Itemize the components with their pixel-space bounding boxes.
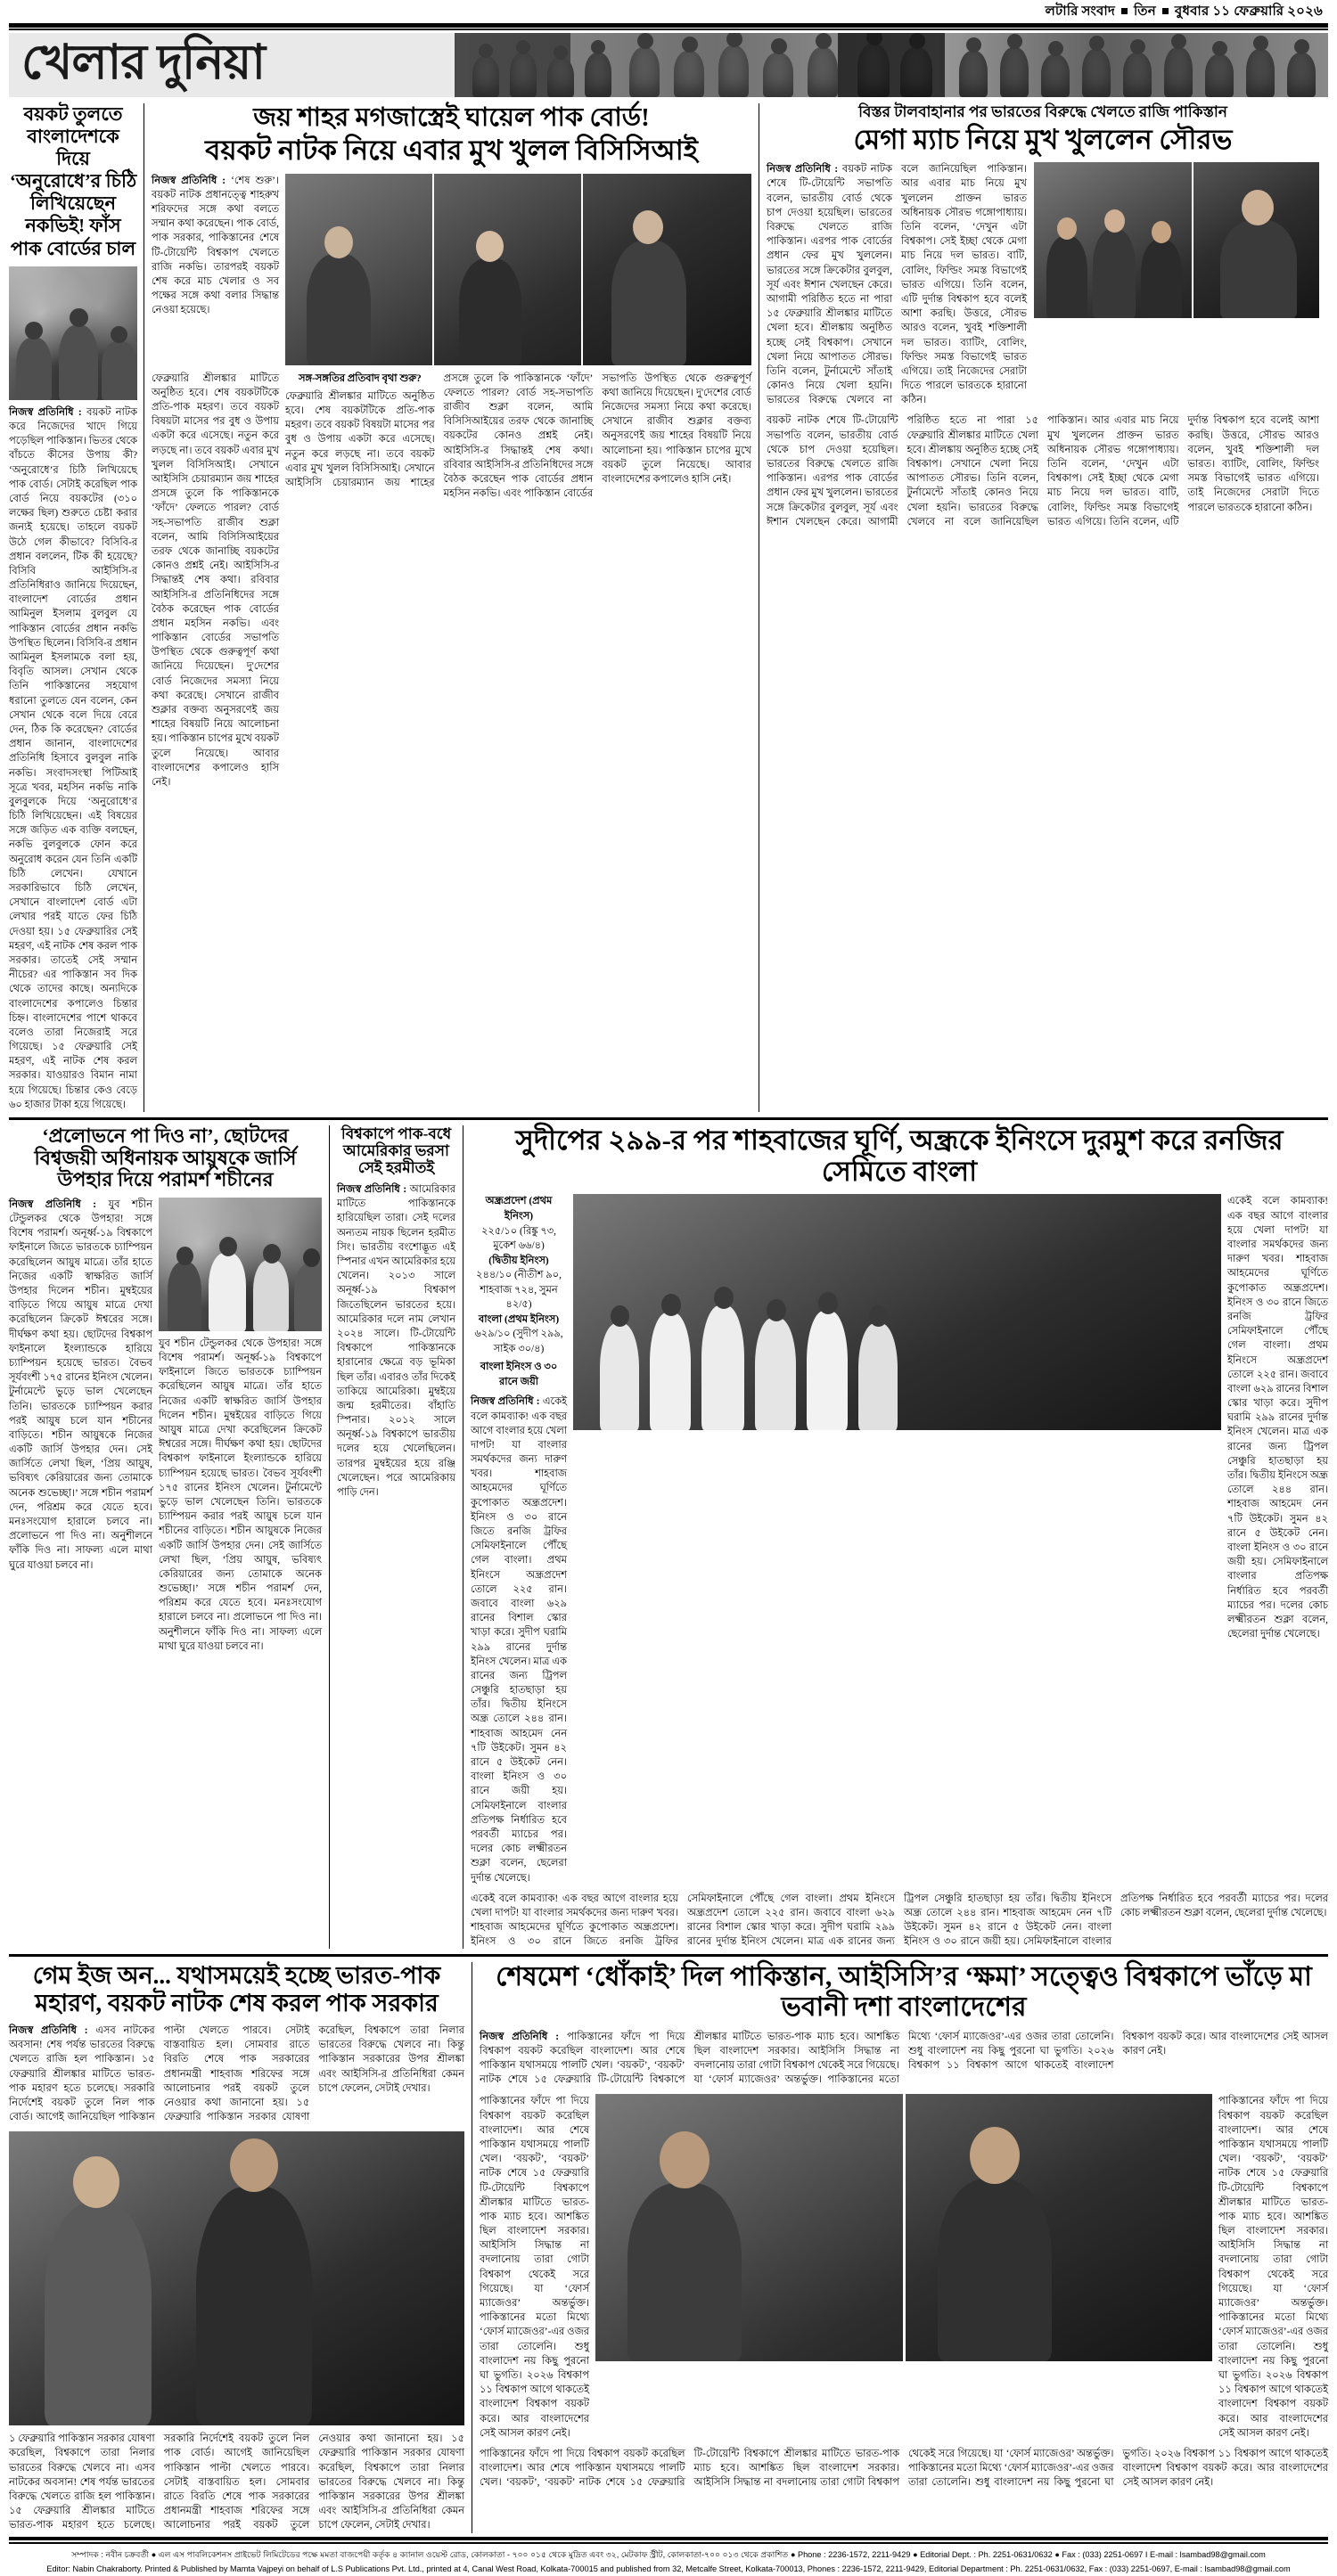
bottom-left-lead: [9, 2024, 464, 2124]
mid-center-body: [337, 1182, 455, 1500]
bottom-left-headline: গেম ইজ অন... যথাসময়েই হচ্ছে ভারত-পাক মহারণ, বয়কট নাটক শেষ করল পাক সরকার: [32, 1962, 441, 2016]
top-left-headline: বয়কট তুলতে বাংলাদেশকে দিয়ে ‘অনুরোধে’র চিঠি লিখিয়েছেন নকভিই! ফাঁস পাক বোর্ডের চাল: [9, 102, 137, 259]
mid-right-byline: নিজস্ব প্রতিনিধি :: [471, 1396, 540, 1408]
bottom-left-byline: নিজস্ব প্রতিনিধি :: [9, 2024, 88, 2036]
mid-left-body: যুব শচীন টেন্ডুলকর থেকে উপহার! সঙ্গে বিশেষ পরামর্শ। অনূর্ধ্ব-১৯ বিশ্বকাপে ফাইনালে জিতে ভারতকে চ্যাম্পিয়ন করেছিলেন আয়ুষ মাত্রে। তাঁর হাতে নিজের একটি স্বাক্ষরিত জার্সি উপহার দিলেন শচীন। মুম্বইয়ের বাড়িতে গিয়ে আয়ুষ মাত্রে দেখা করেছিলেন ক্রিকেট ঈশ্বরের সঙ্গে। দীর্ঘক্ষণ কথা হয়। ছোটদের বিশ্বকাপ ফাইনালে ইংল্যান্ডকে হারিয়ে চ্যাম্পিয়ন হয়েছে ভারত। বৈভব সূর্যবংশী ১৭৫ রানের ইনিংস খেলেন। টুর্নামেন্টে ভুড়ে ভাল খেলেছেন তিনি। ভারতকে চ্যাম্পিয়ন করার পরই আয়ুষ চলে যান শচীনের বাড়িতে। শচীন আয়ুষকে নিজের একটি জার্সি উপহার দেন। সেই জার্সিতে লেখা ছিল, ‘প্রিয় আয়ুষ, ভবিষ্যৎ কেরিয়ারের জন্য তোমাকে অনেক শুভেচ্ছা।’ সঙ্গে শচীন পরামর্শ দেন, পরিশ্রম করে যেতে হবে। মনঃসংযোগ হারালে চলবে না। প্রলোভনে পা দিও না। অনুশীলনে ফাঁকি দিও না। সাফল্য এলে মাথা ঘুরে যাওয়া চলবে না।: [9, 1198, 152, 1571]
mid-right-headline: সুদীপের ২৯৯-র পর শাহবাজের ঘূর্ণি, অন্ধ্রকে ইনিংসে দুরমুশ করে রনজির সেমিতে বাংলা: [515, 1124, 1284, 1187]
dateline-date: বুধবার ১১ ফেব্রুয়ারি ২০২৬: [1174, 4, 1323, 19]
masthead-title: খেলার দুনিয়া: [9, 33, 455, 97]
mid-right-col1: [471, 1394, 567, 1885]
mid-left-col2: [159, 1198, 322, 1654]
top-right-body-text: বয়কট নাটক শেষে টি-টোয়েন্টি সভাপতি বলেন, ভারতীয় বোর্ড থেকে চাপ দেওয়া হয়েছিল। ভারতের বিরুদ্ধে খেলতে রাজি পাকিস্তান। এরপর পাক বোর্ডের প্রধান ফের মুখ খুললেন। ভারতের সঙ্গে ক্রিকেটার বুলবুল, সূর্য এবং ঈশান খেলছেন কেরে। আগামী পরিষ্ঠিত হতে না পারা ১৫ ফেব্রুয়ারি শ্রীলঙ্কার মাটিতে খেলা হবে। শ্রীলঙ্কায় অনুষ্ঠিত হচ্ছে সেই বিশ্বকাপ। সেখানে খেলা নিয়ে আপাতত সৌরভ। তিনি বলেন, টুর্নামেন্টে সাঁতাই কোনও নিয়ে খেলা হয়নি। ভারতের বিরুদ্ধে খেলবে না বলে জানিয়েছিল পাকিস্তান। আর এবার মাচ নিয়ে মুখ খুললেন প্রাক্তন ভারত অধিনায়ক সৌরভ গঙ্গোপাধ্যায়। তিনি বলেন, ‘দেখুন এটা বিশ্বকাপ। সেই ইচ্ছা থেকে মেগা মাচ নিয়ে দল ভারত। বাটি, বোলিং, ফিল্ডিং সমস্ত বিভাগেই ভারত এগিয়ে। তিনি বলেন, এটি দুর্দান্ত বিশ্বকাপ হবে বলেই আশা করছি। উত্তরে, সৌরভ আরও বলেন, খুবই শক্তিশালী দল ভারত। ব্যাটিং, বোলিং, ফিল্ডিং সমস্ত বিভাগেই ভারত এগিয়ে। তাই নিজেদের সেরাটা দিতে পারলে ভারতকে হারানো কঠিন।: [767, 164, 1027, 406]
mid-left-photo: [159, 1198, 322, 1331]
masthead-banner: [9, 33, 1328, 97]
bottom-right-lead: [480, 2030, 1328, 2088]
footer-rule-2: [9, 2542, 1328, 2544]
top-center-byline: নিজস্ব প্রতিনিধি :: [152, 175, 226, 186]
square-bullet-icon: [1121, 8, 1128, 14]
dateline-publication: লটারি সংবাদ: [1045, 4, 1116, 19]
mid-right-body1: একেই বলে কামব্যাক! এক বছর আগে বাংলার হয়ে খেলা দাপট! যা বাংলার সমর্থকদের জন্য দারুণ খবর। শাহবাজ আহমেদের ঘূর্ণিতে কুপোকাত অন্ধ্রপ্রদেশ। ইনিংস ও ৩০ রানে জিতে রনজি ট্রফির সেমিফাইনালে পৌঁছে গেল বাংলা। প্রথম ইনিংসে অন্ধ্রপ্রদেশ তোলে ২২৫ রান। জবাবে বাংলা ৬২৯ রানের বিশাল স্কোর খাড়া করে। সুদীপ ঘরামি ২৯৯ রানের দুর্দান্ত ইনিংস খেলেন। মাত্র এক রানের জন্য ট্রিপল সেঞ্চুরি হাতছাড়া হয় তাঁর। দ্বিতীয় ইনিংসে অন্ধ্র তোলে ২৪৪ রান। শাহবাজ আহমেদ নেন ৭টি উইকেট। সুমন ৪২ রানে ৫ উইকেট নেন। বাংলা ইনিংস ও ৩০ রানে জয়ী হয়। সেমিফাইনালে বাংলার প্রতিপক্ষ নির্ধারিত হবে পরবর্তী ম্যাচের পর। দলের কোচ লক্ষ্মীরতন শুক্লা বলেন, ছেলেরা দুর্দান্ত খেলেছে।: [471, 1396, 567, 1884]
top-right-photo-team: [1034, 162, 1193, 318]
top-left-byline: নিজস্ব প্রতিনিধি :: [9, 406, 82, 418]
bottom-left-photo: [9, 2131, 464, 2425]
score-result: বাংলা ইনিংস ও ৩০ রানে জয়ী: [480, 1362, 558, 1387]
mid-right-article: [463, 1125, 1328, 1949]
top-center-body2: ফেব্রুয়ারি শ্রীলঙ্কার মাটিতে অনুষ্ঠিত হবে। শেষ বয়কটটিকে প্রতি-পাক মহরণ। তবে বয়কট বিষয়টা মাসের পর বুধ ও উপায় একটা করে এসেছে। নতুন করে লড়ছে না। তবে বয়কট এবার মুখ খুলল বিসিসিআই। সেখানে আইসিসি চেয়ারম্যান জয় শাহের প্রসঙ্গে তুলে কি পাকিস্তানকে ‘ফাঁদে’ ফেলতে পারল? বোর্ড সহ-সভাপতি রাজীব শুক্লা বলেন, আমি বিসিসিআইয়ের তরফ থেকে জানাচ্ছি বয়কটের কোনও প্রশ্নই নেই। আইসিসি-র সিদ্ধান্তই শেষ কথা। রবিবার আইসিসি-র প্রতিনিধিদের সঙ্গে বৈঠক করেছেন পাক বোর্ডের প্রধান মহসিন নকভি। এবং পাকিস্তান বোর্ডের সভাপতি উপস্থিত থেকে গুরুত্বপূর্ণ কথা জানিয়ে দিয়েছেন। দু'দেশের বোর্ড নিজেদের সমস্যা নিয়ে কথা করেছে। সেখানে রাজীব শুক্লার বক্তব্য অনুসরণেই জয় শাহের বিষয়টি নিয়ে আলোচনা হয়। পাকিস্তান চাপের মুখে বয়কট তুলে নিয়েছে। আবার বাংলাদেশের কপালেও হাসি নেই।: [285, 372, 751, 500]
score-line-3: ৬২৯/১০ (সুদীপ ২৯৯, সাইক ৩০/৪): [474, 1329, 563, 1354]
mid-left-body2: যুব শচীন টেন্ডুলকর থেকে উপহার! সঙ্গে বিশেষ পরামর্শ। অনূর্ধ্ব-১৯ বিশ্বকাপে ফাইনালে জিতে ভারতকে চ্যাম্পিয়ন করেছিলেন আয়ুষ মাত্রে। তাঁর হাতে নিজের একটি স্বাক্ষরিত জার্সি উপহার দিলেন শচীন। মুম্বইয়ের বাড়িতে গিয়ে আয়ুষ মাত্রে দেখা করেছিলেন ক্রিকেট ঈশ্বরের সঙ্গে। দীর্ঘক্ষণ কথা হয়। ছোটদের বিশ্বকাপ ফাইনালে ইংল্যান্ডকে হারিয়ে চ্যাম্পিয়ন হয়েছে ভারত। বৈভব সূর্যবংশী ১৭৫ রানের ইনিংস খেলেন। টুর্নামেন্টে ভুড়ে ভাল খেলেছেন তিনি। ভারতকে চ্যাম্পিয়ন করার পরই আয়ুষ চলে যান শচীনের বাড়িতে। শচীন আয়ুষকে নিজের একটি জার্সি উপহার দেন। সেই জার্সিতে লেখা ছিল, ‘প্রিয় আয়ুষ, ভবিষ্যৎ কেরিয়ারের জন্য তোমাকে অনেক শুভেচ্ছা।’ সঙ্গে শচীন পরামর্শ দেন, পরিশ্রম করে যেতে হবে। মনঃসংযোগ হারালে চলবে না। প্রলোভনে পা দিও না। অনুশীলনে ফাঁকি দিও না। সাফল্য এলে মাথা ঘুরে যাওয়া চলবে না।: [159, 1337, 322, 1652]
top-left-body: [9, 405, 137, 1112]
header-rule-thin: [9, 29, 1328, 30]
bottom-right-photo-1: [595, 2094, 906, 2361]
mid-center-byline: নিজস্ব প্রতিনিধি :: [337, 1184, 407, 1196]
dateline: [9, 0, 1328, 23]
top-right-photo-portrait: [1193, 162, 1319, 318]
bottom-right-col-last: পাকিস্তানের ফাঁদে পা দিয়ে বিশ্বকাপ বয়কট করেছিল বাংলাদেশ। আর শেষে পাকিস্তান যথাসময়ে পালটি খেল। ‘বয়কট’, ‘বয়কট’ নাটক শেষে ১৫ ফেব্রুয়ারি টি-টোয়েন্টি বিশ্বকাপে শ্রীলঙ্কার মাটিতে ভারত-পাক ম্যাচ হবে। আশঙ্কিত ছিল বাংলাদেশ সরকার। আইসিসি সিদ্ধান্ত না বদলানোয় তারা গোটা বিশ্বকাপ থেকেই সরে গিয়েছে। যা ‘ফোর্স ম্যাজেওর’ অন্তর্ভুক্ত। পাকিস্তানের মতো মিথ্যে ‘ফোর্স ম্যাজেওর’-এর ওজর তারা তোলেনি। শুধু বাংলাদেশ নয় কিছু পুরনো ঘা ভুগতি। ২০২৬ বিশ্বকাপ ১১ বিশ্বকাপ আগে থাকতেই বাংলাদেশ বিশ্বকাপ বয়কট করে। আর বাংলাদেশের সেই আসল কারণ নেই।: [1218, 2096, 1328, 2439]
header-rule: [9, 23, 1328, 28]
score-line-1: ২২৫/১০ (রিঙ্কু ৭৩, মুকেশ ৬৬/৪): [481, 1225, 556, 1252]
bottom-right-article: [472, 1962, 1328, 2532]
mid-center-article: [330, 1125, 463, 1949]
score-label-1: অন্ধ্রপ্রদেশ (প্রথম ইনিংস): [485, 1196, 553, 1222]
top-left-article: [9, 103, 144, 1113]
top-center-headline: বয়কট নাটক নিয়ে এবার মুখ খুলল বিসিসিআই: [205, 134, 698, 166]
bottom-left-caption: ১ ফেব্রুয়ারি পাকিস্তান সরকার যোষণা করেছিল, বিশ্বকাপে তারা নিলার ভারতের বিরুদ্ধে খেলবে না।: [9, 2433, 155, 2474]
section-divider-2: [9, 1954, 1328, 1957]
top-center-overline: জয় শাহর মগজাস্ত্রেই ঘায়েল পাক বোর্ড!: [253, 102, 650, 132]
top-section: [9, 103, 1328, 1113]
mid-right-photo: [573, 1194, 1221, 1430]
top-right-article: [759, 103, 1319, 1113]
score-label-2: (দ্বিতীয় ইনিংস): [488, 1255, 549, 1266]
section-divider: [9, 1117, 1328, 1120]
top-right-byline: নিজস্ব প্রতিনিধি :: [767, 164, 839, 176]
top-center-subhead: সঙ্গ-সঙ্গতির প্রতিবাদ বৃথা শুরু?: [298, 372, 422, 384]
top-right-body-left: [767, 162, 1034, 407]
footer-bengali: সম্পাদক : নবীন চক্রবর্তী ● এল এস পাবলিকেশনস প্রাইভেট লিমিটেডের পক্ষে মমতা বাজপেয়ী কর্তৃক ৪ ক্যানাল ওয়েস্ট রোড, কোলকাতা - ৭০০ ০১৫ থেকে মুদ্রিত এবং ৩২, মেটকাফ স্ট্রীট, কোলকাতা-৭০০ ০১৩ থেকে প্রকাশিত ● Phone : 2236-1572, 2211-9429 ● Editorial Dept. : Ph. 2251-0631/0632 ● Fax : (033) 2251-0697 I E-mail : lsambad98@gmail.com: [71, 2549, 1266, 2559]
footer-english: Editor: Nabin Chakraborty. Printed & Published by Mamta Vajpeyi on behalf of L.S Publications Pvt. Ltd., printed at 4, Canal West Road, Kolkata-700015 and published from 32, Metcalfe Street, Kolkata-700013, Phones : 2236-1572, 2211-9429, Editorial Department : Ph. 2251-0631/0632, Fax : (033) 2251-0697, E-mail : lsambad98@gmail.com: [46, 2564, 1291, 2574]
bottom-right-col1: পাকিস্তানের ফাঁদে পা দিয়ে বিশ্বকাপ বয়কট করেছিল বাংলাদেশ। আর শেষে পাকিস্তান যথাসময়ে পালটি খেল। ‘বয়কট’, ‘বয়কট’ নাটক শেষে ১৫ ফেব্রুয়ারি টি-টোয়েন্টি বিশ্বকাপে শ্রীলঙ্কার মাটিতে ভারত-পাক ম্যাচ হবে। আশঙ্কিত ছিল বাংলাদেশ সরকার। আইসিসি সিদ্ধান্ত না বদলানোয় তারা গোটা বিশ্বকাপ থেকেই সরে গিয়েছে। যা ‘ফোর্স ম্যাজেওর’ অন্তর্ভুক্ত। পাকিস্তানের মতো মিথ্যে ‘ফোর্স ম্যাজেওর’-এর ওজর তারা তোলেনি। শুধু বাংলাদেশ নয় কিছু পুরনো ঘা ভুগতি। ২০২৬ বিশ্বকাপ ১১ বিশ্বকাপ আগে থাকতেই বাংলাদেশ বিশ্বকাপ বয়কট করে। আর বাংলাদেশের সেই আসল কারণ নেই।: [480, 2096, 589, 2439]
top-left-body-text: বয়কট নাটক করে নিজেদের খাদে গিয়ে পড়েছিল পাকিস্তান। ভিতর থেকে বাঁচতে কীসের উপায় কী? ‘অনুরোধে’র চিঠি লিখিয়েছে পাক বোর্ড। সেটাই করেছিল পাক বোর্ড নিয়ে বয়কটের (৩১০ লক্ষের ছিল) শুরুতে চেষ্টা করার জন্যই হয়েছে। তাহলে বয়কট উঠে গেল কীভাবে? বিসিবি-র প্রধান বললেন, টিক কী হয়েছে? বিসিবি আইসিসি-র প্রতিনিধিরাও জানিয়ে দিয়েছেন, বাংলাদেশ বোর্ডের প্রধান আমিনুল ইসলাম বুলবুল যে পাকিস্তান বোর্ডের প্রধান নকভি উপস্থিত ছিলেন। বিসিবি-র প্রধান আমিনুল ইসলামকে বলা হয়, বিবৃতি আসল। সেখান থেকে তিনি পাকিস্তানের সহযোগ ধরানো তুলতে যেন বলেন, কেন সেখান থেকে বলে দিয়ে বেরে দেন, ঠিক কি করেছেন? বোর্ডের প্রধান জানান, বাংলাদেশের প্রতিনিধি হিসাবে বুলবুল নাকি নকভি। সংবাদসংস্থা পিটিআই সূত্রে খবর, মহসিন নকভি নাকি বুলবুলকে দিয়ে ‘অনুরোধে’র চিঠি লিখিয়েছেন। এই বিষয়ের সঙ্গে জড়িত এক ব্যক্তি বলছেন, নকভি বুলবুলকে ফোন করে অনুরোধ করেন যেন তিনি একটি চিঠি লেখেন। যেখানে সরকারিভাবে চিঠি লেখেন, সেখানে বাংলাদেশ বোর্ড এটা লেখার পরই যাতে ফের চিঠি দেওয়া হয়। ১৫ ফেব্রুয়ারির সেই মহরণ, এই নাটক শেষ করল পাক সরকার। তাতেই সেই সম্মান নীচের? এর পাকিস্তান সব দিক থেকে তাদের কাছে। অন্যদিকে বাংলাদেশের কপালেও চিন্তার চিহ্ন। বাংলাদেশের পাশে থাকবে বলেও তারা নিজেরাই সরে গিয়েছে। ১৫ ফেব্রুয়ারি সেই মহরণ, এই নাটক শেষ করল সরকার। যাওয়ারও বিমান নামা হয়ে গিয়েছে। চিন্তার কেও বেড়ে ৬০ হাজার টাকা হয়ে গিয়েছে।: [9, 406, 137, 1110]
top-left-photo: [9, 266, 137, 400]
top-center-col1: ফেব্রুয়ারি শ্রীলঙ্কার মাটিতে অনুষ্ঠিত হবে। শেষ বয়কটটিকে প্রতি-পাক মহরণ। তবে বয়কট বিষয়টা মাসের পর বুধ ও উপায় একটা করে এসেছে। নতুন করে লড়ছে না। তবে বয়কট এবার মুখ খুলল বিসিসিআই। সেখানে আইসিসি চেয়ারম্যান জয় শাহের প্রসঙ্গে তুলে কি পাকিস্তানকে ‘ফাঁদে’ ফেলতে পারল? বোর্ড সহ-সভাপতি রাজীব শুক্লা বলেন, আমি বিসিসিআইয়ের তরফ থেকে জানাচ্ছি বয়কটের কোনও প্রশ্নই নেই। আইসিসি-র সিদ্ধান্তই শেষ কথা। রবিবার আইসিসি-র প্রতিনিধিদের সঙ্গে বৈঠক করেছেন পাক বোর্ডের প্রধান মহসিন নকভি। এবং পাকিস্তান বোর্ডের সভাপতি উপস্থিত থেকে গুরুত্বপূর্ণ কথা জানিয়ে দিয়েছেন। দু'দেশের বোর্ড নিজেদের সমস্যা নিয়ে কথা করেছে। সেখানে রাজীব শুক্লার বক্তব্য অনুসরণেই জয় শাহের বিষয়টি নিয়ে আলোচনা হয়। পাকিস্তান চাপের মুখে বয়কট তুলে নিয়েছে। আবার বাংলাদেশের কপালেও হাসি নেই।: [152, 372, 279, 788]
dateline-edition: তিন: [1134, 4, 1156, 19]
mid-left-article: [9, 1125, 330, 1949]
top-center-photo: [285, 174, 751, 365]
mid-right-body-cols: একেই বলে কামব্যাক! এক বছর আগে বাংলার হয়ে খেলা দাপট! যা বাংলার সমর্থকদের জন্য দারুণ খবর। শাহবাজ আহমেদের ঘূর্ণিতে কুপোকাত অন্ধ্রপ্রদেশ। ইনিংস ও ৩০ রানে জিতে রনজি ট্রফির সেমিফাইনালে পৌঁছে গেল বাংলা। প্রথম ইনিংসে অন্ধ্রপ্রদেশ তোলে ২২৫ রান। জবাবে বাংলা ৬২৯ রানের বিশাল স্কোর খাড়া করে। সুদীপ ঘরামি ২৯৯ রানের দুর্দান্ত ইনিংস খেলেন। মাত্র এক রানের জন্য ট্রিপল সেঞ্চুরি হাতছাড়া হয় তাঁর। দ্বিতীয় ইনিংসে অন্ধ্র তোলে ২৪৪ রান। শাহবাজ আহমেদ নেন ৭টি উইকেট। সুমন ৪২ রানে ৫ উইকেট নেন। বাংলা ইনিংস ও ৩০ রানে জয়ী হয়। সেমিফাইনালে বাংলার প্রতিপক্ষ নির্ধারিত হবে পরবর্তী ম্যাচের পর। দলের কোচ লক্ষ্মীরতন শুক্লা বলেন, ছেলেরা দুর্দান্ত খেলেছে।: [471, 1893, 1328, 1948]
bottom-left-body-cols: [9, 2432, 464, 2532]
bottom-right-photo-2: [906, 2094, 1213, 2361]
mid-right-scorecard: [471, 1194, 573, 1885]
mid-left-col1: [9, 1198, 159, 1654]
score-label-3: বাংলা (প্রথম ইনিংস): [478, 1313, 560, 1325]
bottom-left-body2: এসব নাটকের অবসান! শেষ পর্যন্ত ভারতের বিরুদ্ধে খেলতে রাজি হল পাকিস্তান। ১৫ ফেব্রুয়ারি শ্রীলঙ্কার মাটিতে ভারত-পাক মহারণ হতে চলেছে। সরকারি নির্দেশেই বয়কট তুলে নিল পাক বোর্ড। আগেই জানিয়েছিল পাকিস্তান পাল্টা খেলতে পারবে। সেটাই বাস্তবায়িত হল। সোমবার রাতে বিরতি শেষে পাক সরকারের প্রধানমন্ত্রী শাহবাজ শরিফের সঙ্গে আলোচনার পরই বয়কট তুলে নেওয়ার কথা জানানো হয়। ১৫ ফেব্রুয়ারি পাকিস্তান সরকার যোষণা করেছিল, বিশ্বকাপে তারা নিলার ভারতের বিরুদ্ধে খেলবে না। কিন্তু পাকিস্তান সরকারের উপর শ্রীলঙ্কা এবং আইসিসি-র প্রতিনিধিরা কেমন চাপে ফেলেন, সেটাই দেখার।: [9, 2433, 464, 2531]
footer-rule: [9, 2537, 1328, 2540]
top-right-body-cols: বয়কট নাটক শেষে টি-টোয়েন্টি সভাপতি বলেন, ভারতীয় বোর্ড থেকে চাপ দেওয়া হয়েছিল। ভারতের বিরুদ্ধে খেলতে রাজি পাকিস্তান। এরপর পাক বোর্ডের প্রধান ফের মুখ খুললেন। ভারতের সঙ্গে ক্রিকেটার বুলবুল, সূর্য এবং ঈশান খেলছেন কেরে। আগামী পরিষ্ঠিত হতে না পারা ১৫ ফেব্রুয়ারি শ্রীলঙ্কার মাটিতে খেলা হবে। শ্রীলঙ্কায় অনুষ্ঠিত হচ্ছে সেই বিশ্বকাপ। সেখানে খেলা নিয়ে আপাতত সৌরভ। তিনি বলেন, টুর্নামেন্টে সাঁতাই কোনও নিয়ে খেলা হয়নি। ভারতের বিরুদ্ধে খেলবে না বলে জানিয়েছিল পাকিস্তান। আর এবার মাচ নিয়ে মুখ খুললেন প্রাক্তন ভারত অধিনায়ক সৌরভ গঙ্গোপাধ্যায়। তিনি বলেন, ‘দেখুন এটা বিশ্বকাপ। সেই ইচ্ছা থেকে মেগা মাচ নিয়ে দল ভারত। বাটি, বোলিং, ফিল্ডিং সমস্ত বিভাগেই ভারত এগিয়ে। তিনি বলেন, এটি দুর্দান্ত বিশ্বকাপ হবে বলেই আশা করছি। উত্তরে, সৌরভ আরও বলেন, খুবই শক্তিশালী দল ভারত। ব্যাটিং, বোলিং, ফিল্ডিং সমস্ত বিভাগেই ভারত এগিয়ে। তাই নিজেদের সেরাটা দিতে পারলে ভারতকে হারানো কঠিন।: [767, 415, 1319, 527]
bottom-right-photo-group: [595, 2094, 1212, 2361]
masthead-photo-strip: [455, 33, 1328, 97]
square-bullet-icon: [1162, 8, 1169, 14]
bottom-left-body: এসব নাটকের অবসান! শেষ পর্যন্ত ভারতের বিরুদ্ধে খেলতে রাজি হল পাকিস্তান। ১৫ ফেব্রুয়ারি শ্রীলঙ্কার মাটিতে ভারত-পাক মহারণ হতে চলেছে। সরকারি নির্দেশেই বয়কট তুলে নিল পাক বোর্ড। আগেই জানিয়েছিল পাকিস্তান পাল্টা খেলতে পারবে। সেটাই বাস্তবায়িত হল। সোমবার রাতে বিরতি শেষে পাক সরকারের প্রধানমন্ত্রী শাহবাজ শরিফের সঙ্গে আলোচনার পরই বয়কট তুলে নেওয়ার কথা জানানো হয়। ১৫ ফেব্রুয়ারি পাকিস্তান সরকার যোষণা করেছিল, বিশ্বকাপে তারা নিলার ভারতের বিরুদ্ধে খেলবে না। কিন্তু পাকিস্তান সরকারের উপর শ্রীলঙ্কা এবং আইসিসি-র প্রতিনিধিরা কেমন চাপে ফেলেন, সেটাই দেখার।: [9, 2024, 464, 2123]
mid-center-headline: বিশ্বকাপে পাক-বধে আমেরিকার ভরসা সেই হরমীতই: [340, 1125, 452, 1177]
bottom-right-headline: শেষমেশ ‘ধোঁকাই’ দিল পাকিস্তান, আইসিসি’র ‘ক্ষমা’ সত্ত্বেও বিশ্বকাপে ভাঁড়ে মা ভবানী দশা বাংলাদেশের: [496, 1962, 1312, 2023]
bottom-right-body-cols: পাকিস্তানের ফাঁদে পা দিয়ে বিশ্বকাপ বয়কট করেছিল বাংলাদেশ। আর শেষে পাকিস্তান যথাসময়ে পালটি খেল। ‘বয়কট’, ‘বয়কট’ নাটক শেষে ১৫ ফেব্রুয়ারি টি-টোয়েন্টি বিশ্বকাপে শ্রীলঙ্কার মাটিতে ভারত-পাক ম্যাচ হবে। আশঙ্কিত ছিল বাংলাদেশ সরকার। আইসিসি সিদ্ধান্ত না বদলানোয় তারা গোটা বিশ্বকাপ থেকেই সরে গিয়েছে। যা ‘ফোর্স ম্যাজেওর’ অন্তর্ভুক্ত। পাকিস্তানের মতো মিথ্যে ‘ফোর্স ম্যাজেওর’-এর ওজর তারা তোলেনি। শুধু বাংলাদেশ নয় কিছু পুরনো ঘা ভুগতি। ২০২৬ বিশ্বকাপ ১১ বিশ্বকাপ আগে থাকতেই বাংলাদেশ বিশ্বকাপ বয়কট করে। আর বাংলাদেশের সেই আসল কারণ নেই।: [480, 2448, 1328, 2489]
bottom-right-body: পাকিস্তানের ফাঁদে পা দিয়ে বিশ্বকাপ বয়কট করেছিল বাংলাদেশ। আর শেষে পাকিস্তান যথাসময়ে পালটি খেল। ‘বয়কট’, ‘বয়কট’ নাটক শেষে ১৫ ফেব্রুয়ারি টি-টোয়েন্টি বিশ্বকাপে শ্রীলঙ্কার মাটিতে ভারত-পাক ম্যাচ হবে। আশঙ্কিত ছিল বাংলাদেশ সরকার। আইসিসি সিদ্ধান্ত না বদলানোয় তারা গোটা বিশ্বকাপ থেকেই সরে গিয়েছে। যা ‘ফোর্স ম্যাজেওর’ অন্তর্ভুক্ত। পাকিস্তানের মতো মিথ্যে ‘ফোর্স ম্যাজেওর’-এর ওজর তারা তোলেনি। শুধু বাংলাদেশ নয় কিছু পুরনো ঘা ভুগতি। ২০২৬ বিশ্বকাপ ১১ বিশ্বকাপ আগে থাকতেই বাংলাদেশ বিশ্বকাপ বয়কট করে। আর বাংলাদেশের সেই আসল কারণ নেই।: [480, 2031, 1328, 2086]
mid-right-col-last: একেই বলে কামব্যাক! এক বছর আগে বাংলার হয়ে খেলা দাপট! যা বাংলার সমর্থকদের জন্য দারুণ খবর। শাহবাজ আহমেদের ঘূর্ণিতে কুপোকাত অন্ধ্রপ্রদেশ। ইনিংস ও ৩০ রানে জিতে রনজি ট্রফির সেমিফাইনালে পৌঁছে গেল বাংলা। প্রথম ইনিংসে অন্ধ্রপ্রদেশ তোলে ২২৫ রান। জবাবে বাংলা ৬২৯ রানের বিশাল স্কোর খাড়া করে। সুদীপ ঘরামি ২৯৯ রানের দুর্দান্ত ইনিংস খেলেন। মাত্র এক রানের জন্য ট্রিপল সেঞ্চুরি হাতছাড়া হয় তাঁর। দ্বিতীয় ইনিংসে অন্ধ্র তোলে ২৪৪ রান। শাহবাজ আহমেদ নেন ৭টি উইকেট। সুমন ৪২ রানে ৫ উইকেট নেন। বাংলা ইনিংস ও ৩০ রানে জয়ী হয়। সেমিফাইনালে বাংলার প্রতিপক্ষ নির্ধারিত হবে পরবর্তী ম্যাচের পর। দলের কোচ লক্ষ্মীরতন শুক্লা বলেন, ছেলেরা দুর্দান্ত খেলেছে।: [1227, 1196, 1328, 1640]
mid-left-byline: নিজস্ব প্রতিনিধি :: [9, 1198, 97, 1210]
mid-left-headline: ‘প্রলোভনে পা দিও না’, ছোটদের বিশ্বজয়ী অধিনায়ক আয়ুষকে জার্সি উপহার দিয়ে পরামর্শ শচীনের: [34, 1124, 297, 1191]
top-center-lead-text: ‘শেষ শুরু’। বয়কট নাটক প্রধানত্ত্বে শাহরুখ শরিফদের সঙ্গে কথা বলতে সম্মান কথা করেছেন। পাক বোর্ড, পাক সরকার, পাকিস্তানের শেষে টি-টোয়েন্টি বিশ্বকাপ খেলতে রাজি নকভি। তারপরই বয়কট শেষ করে মাচ খেলার ও সব পক্ষের সঙ্গে কথা বলার সিদ্ধান্ত নেওয়া হয়েছে।: [152, 175, 279, 316]
top-right-photo-group: [1034, 162, 1319, 318]
bottom-left-article: [9, 1962, 472, 2532]
top-center-lead: [152, 174, 279, 318]
score-line-2: ২৪৪/১০ (নীতীশ ৯০, শাহবাজ ৭২৪, সুমন ৪২/৫): [476, 1270, 562, 1311]
top-right-headline: মেগা ম্যাচ নিয়ে মুখ খুললেন সৌরভ: [853, 123, 1233, 155]
top-right-overline: বিস্তর টালবাহানার পর ভারতের বিরুদ্ধে খেলতে রাজি পাকিস্তান: [858, 102, 1227, 120]
top-center-article: [144, 103, 759, 1113]
mid-section: [9, 1125, 1328, 1949]
top-center-cols: [285, 372, 751, 789]
bottom-right-byline: নিজস্ব প্রতিনিধি :: [480, 2031, 560, 2042]
mid-center-body-text: আমেরিকার মাটিতে পাকিস্তানকে হারিয়েছিল তারা। সেই দলের অন্যতম নায়ক ছিলেন হরমীত সিং। ভারতীয় বংশোদ্ভূত এই স্পিনার এখন আমেরিকার হয়ে খেলেন। ২০১৩ সালে অনূর্ধ্ব-১৯ বিশ্বকাপ জিতেছিলেন ভারতের হয়ে। আমেরিকার দলে নাম লেখান ২০২৪ সালে। টি-টোয়েন্টি বিশ্বকাপে পাকিস্তানকে হারানোর ক্ষেত্রে বড় ভূমিকা ছিল তাঁর। এবারও তাঁর দিকেই তাকিয়ে আমেরিকা। মুম্বইয়ে জন্ম হরমীতের। বাঁহাতি স্পিনার। ২০১২ সালে অনূর্ধ্ব-১৯ বিশ্বকাপে ভারতীয় দলের হয়ে খেলেছিলেন। তারপর মুম্বইয়ের হয়ে রঞ্জি খেলেছেন। পরে আমেরিকায় পাড়ি দেন।: [337, 1184, 455, 1499]
bottom-section: [9, 1962, 1328, 2532]
